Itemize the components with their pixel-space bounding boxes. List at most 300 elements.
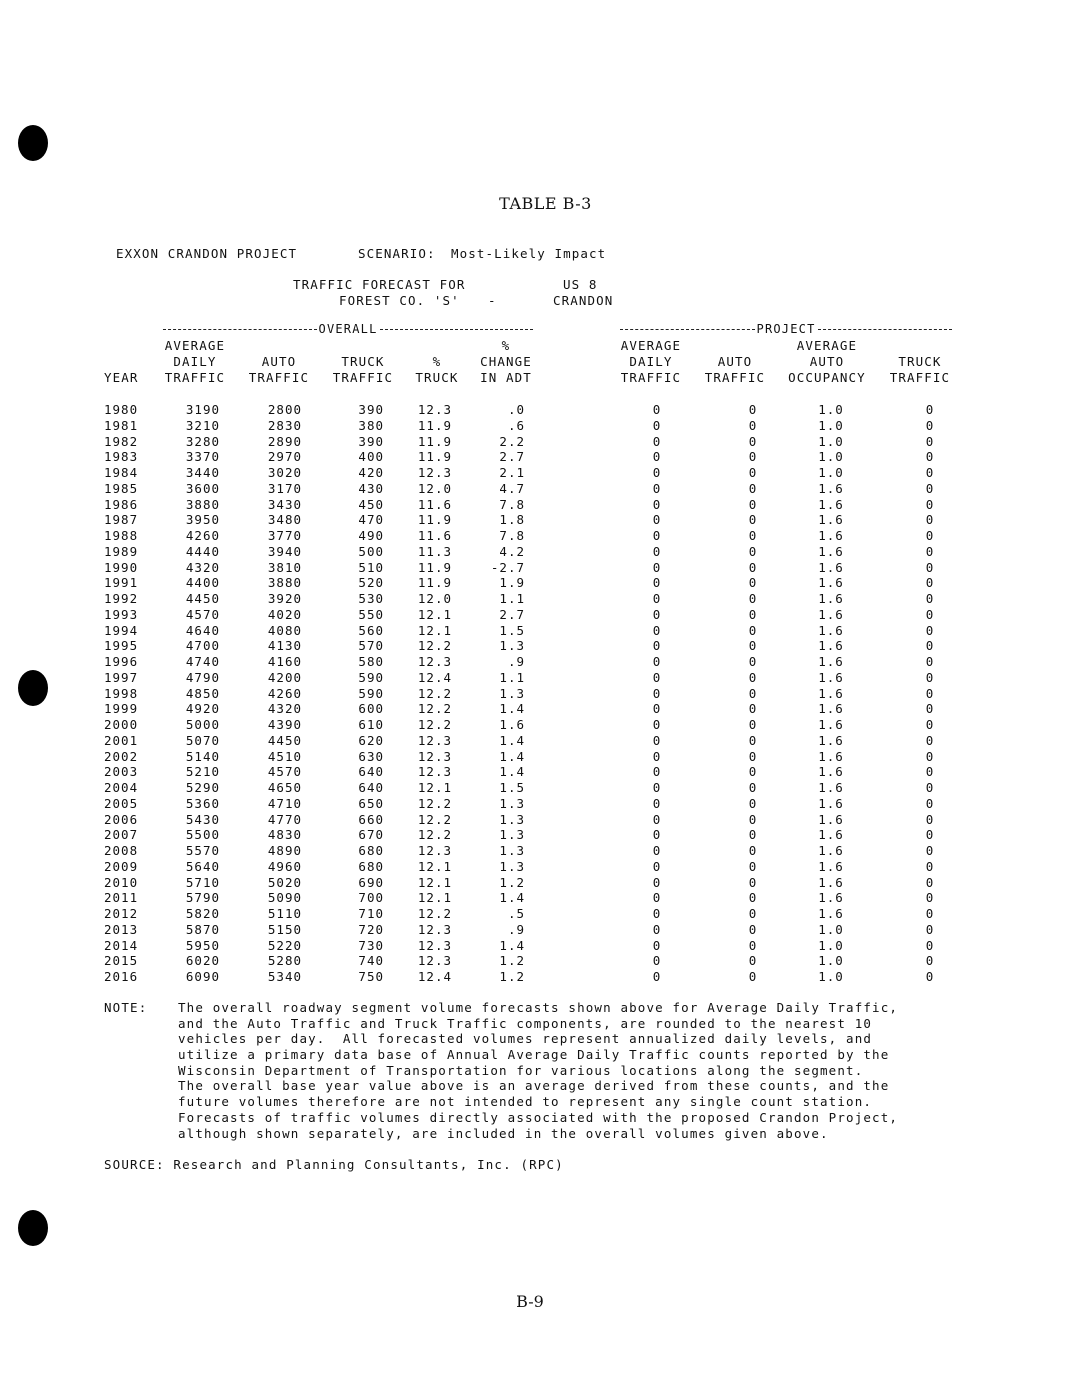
- year-cell: 2012: [104, 906, 139, 921]
- year-cell: 1993: [104, 606, 139, 622]
- year-cell: 2011: [104, 890, 139, 906]
- project-daily-cell: 0: [652, 732, 662, 748]
- project-occupancy-cell: 1.6: [818, 685, 844, 701]
- average-daily-cell: 5000: [185, 717, 220, 732]
- project-occupancy-cell: 1.6: [818, 811, 844, 827]
- percent-change-cell: 1.3: [499, 843, 525, 858]
- truck-traffic-cell: 530: [358, 591, 384, 606]
- header-project-auto-traffic: AUTO TRAFFIC: [704, 354, 766, 385]
- project-occupancy-cell: 1.6: [818, 858, 844, 874]
- scenario-label: SCENARIO:: [358, 246, 436, 261]
- project-auto-cell: 0: [748, 433, 758, 449]
- project-truck-cell: 0: [925, 780, 935, 795]
- average-daily-cell: 5360: [185, 795, 220, 811]
- percent-truck-cell: 12.2: [417, 906, 452, 921]
- project-truck-cell: 0: [925, 669, 935, 685]
- table-row: [0, 859, 1069, 875]
- average-daily-cell: 3440: [185, 465, 220, 480]
- year-cell: 1987: [104, 512, 139, 528]
- project-daily-cell: 0: [652, 890, 662, 906]
- auto-traffic-cell: 4020: [267, 606, 302, 622]
- percent-change-cell: 1.3: [499, 795, 525, 811]
- year-cell: 1982: [104, 433, 139, 449]
- percent-change-cell: 1.3: [499, 638, 525, 654]
- project-occupancy-cell: 1.6: [818, 528, 844, 543]
- percent-truck-cell: 12.3: [417, 843, 452, 858]
- table-row: [0, 686, 1069, 702]
- percent-truck-cell: 12.1: [417, 780, 452, 795]
- percent-truck-cell: 12.3: [417, 732, 452, 748]
- truck-traffic-cell: 510: [358, 559, 384, 575]
- project-auto-cell: 0: [748, 591, 758, 606]
- percent-change-cell: 1.1: [499, 591, 525, 606]
- project-group-label: PROJECT: [756, 322, 816, 336]
- project-truck-cell: 0: [925, 795, 935, 811]
- truck-traffic-cell: 670: [358, 827, 384, 843]
- project-truck-cell: 0: [925, 496, 935, 512]
- percent-change-cell: 7.8: [499, 528, 525, 543]
- project-daily-cell: 0: [652, 654, 662, 669]
- project-rule-left: [620, 329, 755, 330]
- project-truck-cell: 0: [925, 890, 935, 906]
- source-text: Research and Planning Consultants, Inc. (RPC): [173, 1157, 564, 1172]
- project-group-rule: [620, 321, 952, 337]
- percent-truck-cell: 11.3: [417, 543, 452, 559]
- percent-change-cell: .6: [507, 417, 525, 433]
- year-cell: 1984: [104, 465, 139, 480]
- auto-traffic-cell: 4450: [267, 732, 302, 748]
- header-percent-truck: % TRUCK: [415, 354, 459, 385]
- truck-traffic-cell: 550: [358, 606, 384, 622]
- auto-traffic-cell: 4080: [267, 622, 302, 638]
- note-line: The overall roadway segment volume forecasts shown above for Average Daily Traffic,: [178, 1000, 899, 1015]
- auto-traffic-cell: 4130: [267, 638, 302, 654]
- percent-truck-cell: 12.0: [417, 480, 452, 496]
- project-truck-cell: 0: [925, 717, 935, 732]
- auto-traffic-cell: 2830: [267, 417, 302, 433]
- percent-truck-cell: 11.6: [417, 528, 452, 543]
- truck-traffic-cell: 750: [358, 969, 384, 984]
- project-truck-cell: 0: [925, 811, 935, 827]
- average-daily-cell: 5710: [185, 874, 220, 890]
- percent-change-cell: 1.4: [499, 748, 525, 764]
- year-cell: 1999: [104, 701, 139, 717]
- average-daily-cell: 5950: [185, 937, 220, 953]
- auto-traffic-cell: 4570: [267, 764, 302, 780]
- project-auto-cell: 0: [748, 906, 758, 921]
- year-cell: 1980: [104, 402, 139, 417]
- project-auto-cell: 0: [748, 795, 758, 811]
- header-percent-change: % CHANGE IN ADT: [480, 338, 532, 385]
- percent-truck-cell: 11.9: [417, 512, 452, 528]
- table-title: TABLE B-3: [499, 194, 592, 213]
- project-auto-cell: 0: [748, 685, 758, 701]
- year-cell: 1994: [104, 622, 139, 638]
- percent-truck-cell: 12.3: [417, 937, 452, 953]
- project-daily-cell: 0: [652, 622, 662, 638]
- auto-traffic-cell: 4650: [267, 780, 302, 795]
- project-auto-cell: 0: [748, 953, 758, 969]
- project-auto-cell: 0: [748, 811, 758, 827]
- auto-traffic-cell: 3880: [267, 575, 302, 591]
- note-line: Forecasts of traffic volumes directly associated with the proposed Crandon Project,: [178, 1109, 899, 1125]
- truck-traffic-cell: 390: [358, 402, 384, 417]
- project-truck-cell: 0: [925, 732, 935, 748]
- average-daily-cell: 5790: [185, 890, 220, 906]
- average-daily-cell: 3950: [185, 512, 220, 528]
- average-daily-cell: 3190: [185, 402, 220, 417]
- project-occupancy-cell: 1.6: [818, 906, 844, 921]
- project-name: EXXON CRANDON PROJECT: [116, 246, 298, 261]
- average-daily-cell: 4440: [185, 543, 220, 559]
- overall-rule-right: [380, 329, 534, 330]
- auto-traffic-cell: 3170: [267, 480, 302, 496]
- project-auto-cell: 0: [748, 780, 758, 795]
- percent-change-cell: .9: [507, 921, 525, 937]
- auto-traffic-cell: 3920: [267, 591, 302, 606]
- table-row: [0, 701, 1069, 717]
- project-occupancy-cell: 1.6: [818, 795, 844, 811]
- truck-traffic-cell: 570: [358, 638, 384, 654]
- truck-traffic-cell: 680: [358, 843, 384, 858]
- project-daily-cell: 0: [652, 858, 662, 874]
- source-label: SOURCE:: [104, 1157, 165, 1172]
- project-auto-cell: 0: [748, 874, 758, 890]
- project-truck-cell: 0: [925, 433, 935, 449]
- auto-traffic-cell: 3020: [267, 465, 302, 480]
- average-daily-cell: 5430: [185, 811, 220, 827]
- note-label: NOTE:: [104, 1000, 148, 1015]
- note-line: future volumes therefore are not intended to represent any single count station.: [178, 1094, 873, 1110]
- truck-traffic-cell: 590: [358, 685, 384, 701]
- table-row: [0, 922, 1069, 938]
- project-occupancy-cell: 1.6: [818, 827, 844, 843]
- project-occupancy-cell: 1.0: [818, 417, 844, 433]
- project-auto-cell: 0: [748, 654, 758, 669]
- source-line: [104, 1157, 564, 1172]
- auto-traffic-cell: 5090: [267, 890, 302, 906]
- overall-group-rule: [163, 321, 533, 337]
- project-occupancy-cell: 1.6: [818, 780, 844, 795]
- project-occupancy-cell: 1.6: [818, 496, 844, 512]
- project-truck-cell: 0: [925, 591, 935, 606]
- average-daily-cell: 3210: [185, 417, 220, 433]
- year-cell: 1996: [104, 654, 139, 669]
- percent-truck-cell: 12.4: [417, 669, 452, 685]
- project-truck-cell: 0: [925, 654, 935, 669]
- average-daily-cell: 5070: [185, 732, 220, 748]
- table-row: [0, 575, 1069, 591]
- percent-truck-cell: 12.3: [417, 748, 452, 764]
- project-occupancy-cell: 1.6: [818, 480, 844, 496]
- project-auto-cell: 0: [748, 969, 758, 984]
- average-daily-cell: 4700: [185, 638, 220, 654]
- project-truck-cell: 0: [925, 402, 935, 417]
- project-daily-cell: 0: [652, 874, 662, 890]
- average-daily-cell: 5210: [185, 764, 220, 780]
- project-truck-cell: 0: [925, 969, 935, 984]
- percent-truck-cell: 12.1: [417, 874, 452, 890]
- table-row: [0, 512, 1069, 528]
- project-truck-cell: 0: [925, 543, 935, 559]
- project-auto-cell: 0: [748, 921, 758, 937]
- table-row: [0, 402, 1069, 418]
- project-daily-cell: 0: [652, 606, 662, 622]
- project-daily-cell: 0: [652, 496, 662, 512]
- project-daily-cell: 0: [652, 402, 662, 417]
- percent-truck-cell: 11.9: [417, 559, 452, 575]
- percent-truck-cell: 12.3: [417, 402, 452, 417]
- percent-change-cell: 1.3: [499, 685, 525, 701]
- project-auto-cell: 0: [748, 638, 758, 654]
- average-daily-cell: 5500: [185, 827, 220, 843]
- year-cell: 2014: [104, 937, 139, 953]
- truck-traffic-cell: 600: [358, 701, 384, 717]
- project-auto-cell: 0: [748, 606, 758, 622]
- year-cell: 2008: [104, 843, 139, 858]
- table-row: [0, 764, 1069, 780]
- project-occupancy-cell: 1.0: [818, 969, 844, 984]
- header-project-average-daily-traffic: AVERAGE DAILY TRAFFIC: [620, 338, 682, 385]
- header-auto-traffic: AUTO TRAFFIC: [248, 354, 310, 385]
- auto-traffic-cell: 4160: [267, 654, 302, 669]
- project-occupancy-cell: 1.6: [818, 543, 844, 559]
- auto-traffic-cell: 3810: [267, 559, 302, 575]
- punch-hole-top: [18, 125, 48, 161]
- project-auto-cell: 0: [748, 449, 758, 465]
- segment-end: CRANDON: [553, 293, 614, 308]
- project-daily-cell: 0: [652, 937, 662, 953]
- year-cell: 1991: [104, 575, 139, 591]
- project-daily-cell: 0: [652, 953, 662, 969]
- project-truck-cell: 0: [925, 858, 935, 874]
- header-year: YEAR: [104, 370, 139, 385]
- table-row: [0, 749, 1069, 765]
- percent-truck-cell: 11.9: [417, 417, 452, 433]
- project-occupancy-cell: 1.6: [818, 874, 844, 890]
- table-row: [0, 890, 1069, 906]
- note-section: [104, 1000, 898, 1141]
- project-daily-cell: 0: [652, 906, 662, 921]
- table-row: [0, 733, 1069, 749]
- auto-traffic-cell: 2970: [267, 449, 302, 465]
- project-auto-cell: 0: [748, 480, 758, 496]
- truck-traffic-cell: 630: [358, 748, 384, 764]
- project-occupancy-cell: 1.0: [818, 449, 844, 465]
- project-truck-cell: 0: [925, 701, 935, 717]
- year-cell: 2000: [104, 717, 139, 732]
- project-auto-cell: 0: [748, 937, 758, 953]
- project-auto-cell: 0: [748, 559, 758, 575]
- auto-traffic-cell: 5280: [267, 953, 302, 969]
- auto-traffic-cell: 5110: [267, 906, 302, 921]
- percent-change-cell: 1.3: [499, 858, 525, 874]
- project-daily-cell: 0: [652, 480, 662, 496]
- percent-change-cell: .0: [507, 402, 525, 417]
- percent-change-cell: 1.4: [499, 890, 525, 906]
- auto-traffic-cell: 3480: [267, 512, 302, 528]
- project-truck-cell: 0: [925, 827, 935, 843]
- table-row: [0, 654, 1069, 670]
- truck-traffic-cell: 710: [358, 906, 384, 921]
- project-daily-cell: 0: [652, 921, 662, 937]
- percent-truck-cell: 11.9: [417, 575, 452, 591]
- table-row: [0, 780, 1069, 796]
- project-auto-cell: 0: [748, 890, 758, 906]
- project-auto-cell: 0: [748, 417, 758, 433]
- year-cell: 2006: [104, 811, 139, 827]
- table-row: [0, 812, 1069, 828]
- note-line: The overall base year value above is an average derived from these counts, and the: [178, 1078, 890, 1094]
- project-occupancy-cell: 1.6: [818, 701, 844, 717]
- truck-traffic-cell: 700: [358, 890, 384, 906]
- project-truck-cell: 0: [925, 417, 935, 433]
- average-daily-cell: 3880: [185, 496, 220, 512]
- percent-change-cell: 2.2: [499, 433, 525, 449]
- project-truck-cell: 0: [925, 528, 935, 543]
- project-auto-cell: 0: [748, 543, 758, 559]
- project-occupancy-cell: 1.6: [818, 748, 844, 764]
- truck-traffic-cell: 720: [358, 921, 384, 937]
- auto-traffic-cell: 4510: [267, 748, 302, 764]
- average-daily-cell: 5570: [185, 843, 220, 858]
- project-auto-cell: 0: [748, 701, 758, 717]
- project-occupancy-cell: 1.6: [818, 764, 844, 780]
- project-occupancy-cell: 1.6: [818, 559, 844, 575]
- average-daily-cell: 6020: [185, 953, 220, 969]
- table-row: [0, 434, 1069, 450]
- percent-truck-cell: 12.3: [417, 921, 452, 937]
- percent-truck-cell: 12.2: [417, 701, 452, 717]
- truck-traffic-cell: 520: [358, 575, 384, 591]
- percent-change-cell: 1.3: [499, 827, 525, 843]
- project-daily-cell: 0: [652, 528, 662, 543]
- project-truck-cell: 0: [925, 622, 935, 638]
- project-daily-cell: 0: [652, 669, 662, 685]
- auto-traffic-cell: 3940: [267, 543, 302, 559]
- forecast-table-body: [0, 402, 1069, 985]
- project-daily-cell: 0: [652, 638, 662, 654]
- auto-traffic-cell: 4710: [267, 795, 302, 811]
- percent-change-cell: 2.1: [499, 465, 525, 480]
- scenario-value: Most-Likely Impact: [451, 246, 607, 261]
- year-cell: 2007: [104, 827, 139, 843]
- header-average-daily-traffic: AVERAGE DAILY TRAFFIC: [164, 338, 226, 385]
- average-daily-cell: 3370: [185, 449, 220, 465]
- percent-truck-cell: 12.3: [417, 465, 452, 480]
- route-label: US 8: [563, 277, 598, 292]
- truck-traffic-cell: 590: [358, 669, 384, 685]
- project-auto-cell: 0: [748, 402, 758, 417]
- project-truck-cell: 0: [925, 874, 935, 890]
- percent-change-cell: 1.4: [499, 764, 525, 780]
- truck-traffic-cell: 490: [358, 528, 384, 543]
- project-auto-cell: 0: [748, 575, 758, 591]
- project-truck-cell: 0: [925, 937, 935, 953]
- truck-traffic-cell: 730: [358, 937, 384, 953]
- project-daily-cell: 0: [652, 575, 662, 591]
- project-occupancy-cell: 1.6: [818, 654, 844, 669]
- table-row: [0, 544, 1069, 560]
- auto-traffic-cell: 4200: [267, 669, 302, 685]
- project-daily-cell: 0: [652, 559, 662, 575]
- project-daily-cell: 0: [652, 827, 662, 843]
- project-occupancy-cell: 1.6: [818, 591, 844, 606]
- truck-traffic-cell: 470: [358, 512, 384, 528]
- table-row: [0, 481, 1069, 497]
- project-occupancy-cell: 1.0: [818, 937, 844, 953]
- table-row: [0, 449, 1069, 465]
- project-auto-cell: 0: [748, 764, 758, 780]
- auto-traffic-cell: 5220: [267, 937, 302, 953]
- header-project-auto-occupancy: AVERAGE AUTO OCCUPANCY: [788, 338, 866, 385]
- auto-traffic-cell: 4260: [267, 685, 302, 701]
- project-truck-cell: 0: [925, 559, 935, 575]
- project-auto-cell: 0: [748, 858, 758, 874]
- project-truck-cell: 0: [925, 748, 935, 764]
- percent-change-cell: 1.4: [499, 937, 525, 953]
- percent-change-cell: 1.4: [499, 701, 525, 717]
- truck-traffic-cell: 660: [358, 811, 384, 827]
- average-daily-cell: 4920: [185, 701, 220, 717]
- average-daily-cell: 5140: [185, 748, 220, 764]
- percent-change-cell: 4.7: [499, 480, 525, 496]
- table-row: [0, 638, 1069, 654]
- percent-truck-cell: 12.0: [417, 591, 452, 606]
- project-occupancy-cell: 1.6: [818, 669, 844, 685]
- project-truck-cell: 0: [925, 921, 935, 937]
- truck-traffic-cell: 740: [358, 953, 384, 969]
- project-truck-cell: 0: [925, 606, 935, 622]
- project-truck-cell: 0: [925, 843, 935, 858]
- project-truck-cell: 0: [925, 480, 935, 496]
- project-occupancy-cell: 1.6: [818, 575, 844, 591]
- truck-traffic-cell: 640: [358, 764, 384, 780]
- table-row: [0, 969, 1069, 985]
- percent-change-cell: .5: [507, 906, 525, 921]
- percent-truck-cell: 12.3: [417, 654, 452, 669]
- year-cell: 1981: [104, 417, 139, 433]
- auto-traffic-cell: 2890: [267, 433, 302, 449]
- project-occupancy-cell: 1.6: [818, 606, 844, 622]
- percent-truck-cell: 12.2: [417, 795, 452, 811]
- project-occupancy-cell: 1.0: [818, 465, 844, 480]
- table-row: [0, 623, 1069, 639]
- percent-change-cell: 1.5: [499, 622, 525, 638]
- table-row: [0, 497, 1069, 513]
- year-cell: 2001: [104, 732, 139, 748]
- year-cell: 1997: [104, 669, 139, 685]
- project-daily-cell: 0: [652, 811, 662, 827]
- truck-traffic-cell: 450: [358, 496, 384, 512]
- project-daily-cell: 0: [652, 701, 662, 717]
- auto-traffic-cell: 5150: [267, 921, 302, 937]
- average-daily-cell: 5290: [185, 780, 220, 795]
- year-cell: 1990: [104, 559, 139, 575]
- percent-change-cell: 1.2: [499, 874, 525, 890]
- percent-change-cell: 1.6: [499, 717, 525, 732]
- average-daily-cell: 5870: [185, 921, 220, 937]
- project-truck-cell: 0: [925, 575, 935, 591]
- truck-traffic-cell: 430: [358, 480, 384, 496]
- project-occupancy-cell: 1.6: [818, 843, 844, 858]
- table-row: [0, 906, 1069, 922]
- project-occupancy-cell: 1.0: [818, 953, 844, 969]
- auto-traffic-cell: 4890: [267, 843, 302, 858]
- year-cell: 2005: [104, 795, 139, 811]
- project-daily-cell: 0: [652, 685, 662, 701]
- table-row: [0, 843, 1069, 859]
